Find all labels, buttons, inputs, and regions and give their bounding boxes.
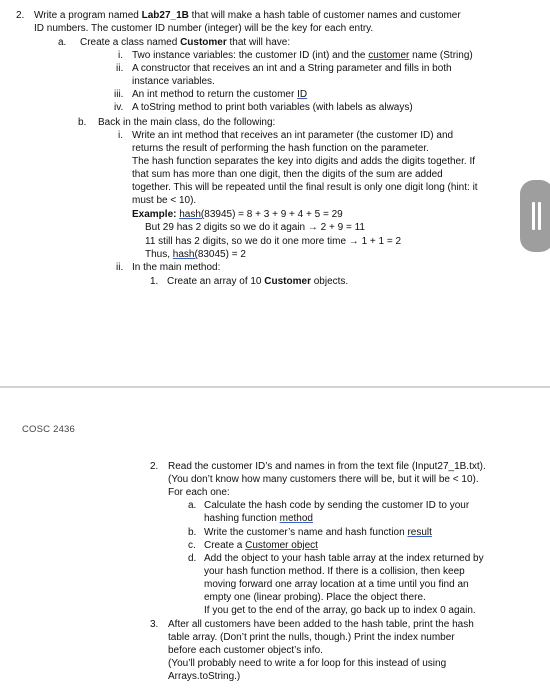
item-letter: b. xyxy=(188,527,197,538)
text-line: Read the customer ID’s and names in from the text file (Input27_1B.txt). xyxy=(168,461,486,472)
text-line: After all customers have been added to the hash table, print the hash xyxy=(168,619,474,630)
text-line: 11 still has 2 digits, so we do it one more time → 1 + 1 = 2 xyxy=(145,236,402,247)
text-line: together. This will be repeated until the final result is only one digit long (hint: it xyxy=(132,182,478,193)
text-line: If you get to the end of the array, go back up to index 0 again. xyxy=(204,605,476,616)
item-number: 3. xyxy=(150,619,159,630)
item-roman: i. xyxy=(118,50,123,61)
text-line: Create a class named Customer that will have: xyxy=(80,37,291,48)
page-divider xyxy=(0,386,550,388)
text-line: Thus, hash(83045) = 2 xyxy=(145,249,246,260)
text-line: your hash function method. If there is a collision, then keep xyxy=(204,566,465,577)
item-roman: i. xyxy=(118,130,123,141)
text-line: Write the customer’s name and hash function result xyxy=(204,527,432,538)
text-line: Write a program named Lab27_1B that will make a hash table of customer names and customer xyxy=(34,10,461,21)
text-line: hashing function method xyxy=(204,513,313,524)
text-line: Add the object to your hash table array at the index returned by xyxy=(204,553,484,564)
text-line: A toString method to print both variables (with labels as always) xyxy=(132,102,413,113)
text-line: Back in the main class, do the following: xyxy=(98,117,276,128)
text-line: An int method to return the customer ID xyxy=(132,89,308,100)
grip-line xyxy=(532,202,535,230)
text-line: must be < 10). xyxy=(132,195,197,206)
text-line: that sum has more than one digit, then the digits of the sum are added xyxy=(132,169,443,180)
text-line: before each customer object’s info. xyxy=(168,645,323,656)
item-roman: ii. xyxy=(116,262,124,273)
text-line: table array. (Don’t print the nulls, though.) Print the index number xyxy=(168,632,455,643)
item-roman: iii. xyxy=(114,89,124,100)
grip-line xyxy=(538,202,541,230)
text-line: ID numbers. The customer ID number (integer) will be the key for each entry. xyxy=(34,23,374,34)
text-line: A constructor that receives an int and a String parameter and fills in both xyxy=(132,63,452,74)
item-number: 1. xyxy=(150,276,159,287)
example-line: Example: hash(83945) = 8 + 3 + 9 + 4 + 5 = 29 xyxy=(132,209,343,220)
text-line: But 29 has 2 digits so we do it again → 2 + 9 = 11 xyxy=(145,222,365,233)
text-line: Calculate the hash code by sending the customer ID to your xyxy=(204,500,470,511)
item-letter: d. xyxy=(188,553,197,564)
text-line: Create an array of 10 Customer objects. xyxy=(167,276,349,287)
text-line: For each one: xyxy=(168,487,230,498)
text-line: (You’ll probably need to write a for loop for this instead of using xyxy=(168,658,447,669)
course-label: COSC 2436 xyxy=(22,424,76,435)
text-line: moving forward one array location at a time until you find an xyxy=(204,579,469,590)
item-letter: a. xyxy=(188,500,197,511)
item-letter: b. xyxy=(78,117,87,128)
text-line: returns the result of performing the hash function on the parameter. xyxy=(132,143,429,154)
item-roman: iv. xyxy=(114,102,124,113)
item-number: 2. xyxy=(16,10,25,21)
item-letter: a. xyxy=(58,37,67,48)
text-line: empty one (linear probing). Place the object there. xyxy=(204,592,426,603)
text-line: Two instance variables: the customer ID (int) and the customer name (String) xyxy=(132,50,473,61)
item-letter: c. xyxy=(188,540,196,551)
text-line: Arrays.toString.) xyxy=(168,671,241,682)
scroll-handle-icon[interactable] xyxy=(520,180,550,252)
text-line: In the main method: xyxy=(132,262,221,273)
text-line: instance variables. xyxy=(132,76,215,87)
text-line: (You don’t know how many customers there will be, but it will be < 10). xyxy=(168,474,479,485)
text-line: The hash function separates the key into digits and adds the digits together. If xyxy=(132,156,475,167)
text-line: Write an int method that receives an int parameter (the customer ID) and xyxy=(132,130,454,141)
text-line: Create a Customer object xyxy=(204,540,318,551)
item-roman: ii. xyxy=(116,63,124,74)
item-number: 2. xyxy=(150,461,159,472)
